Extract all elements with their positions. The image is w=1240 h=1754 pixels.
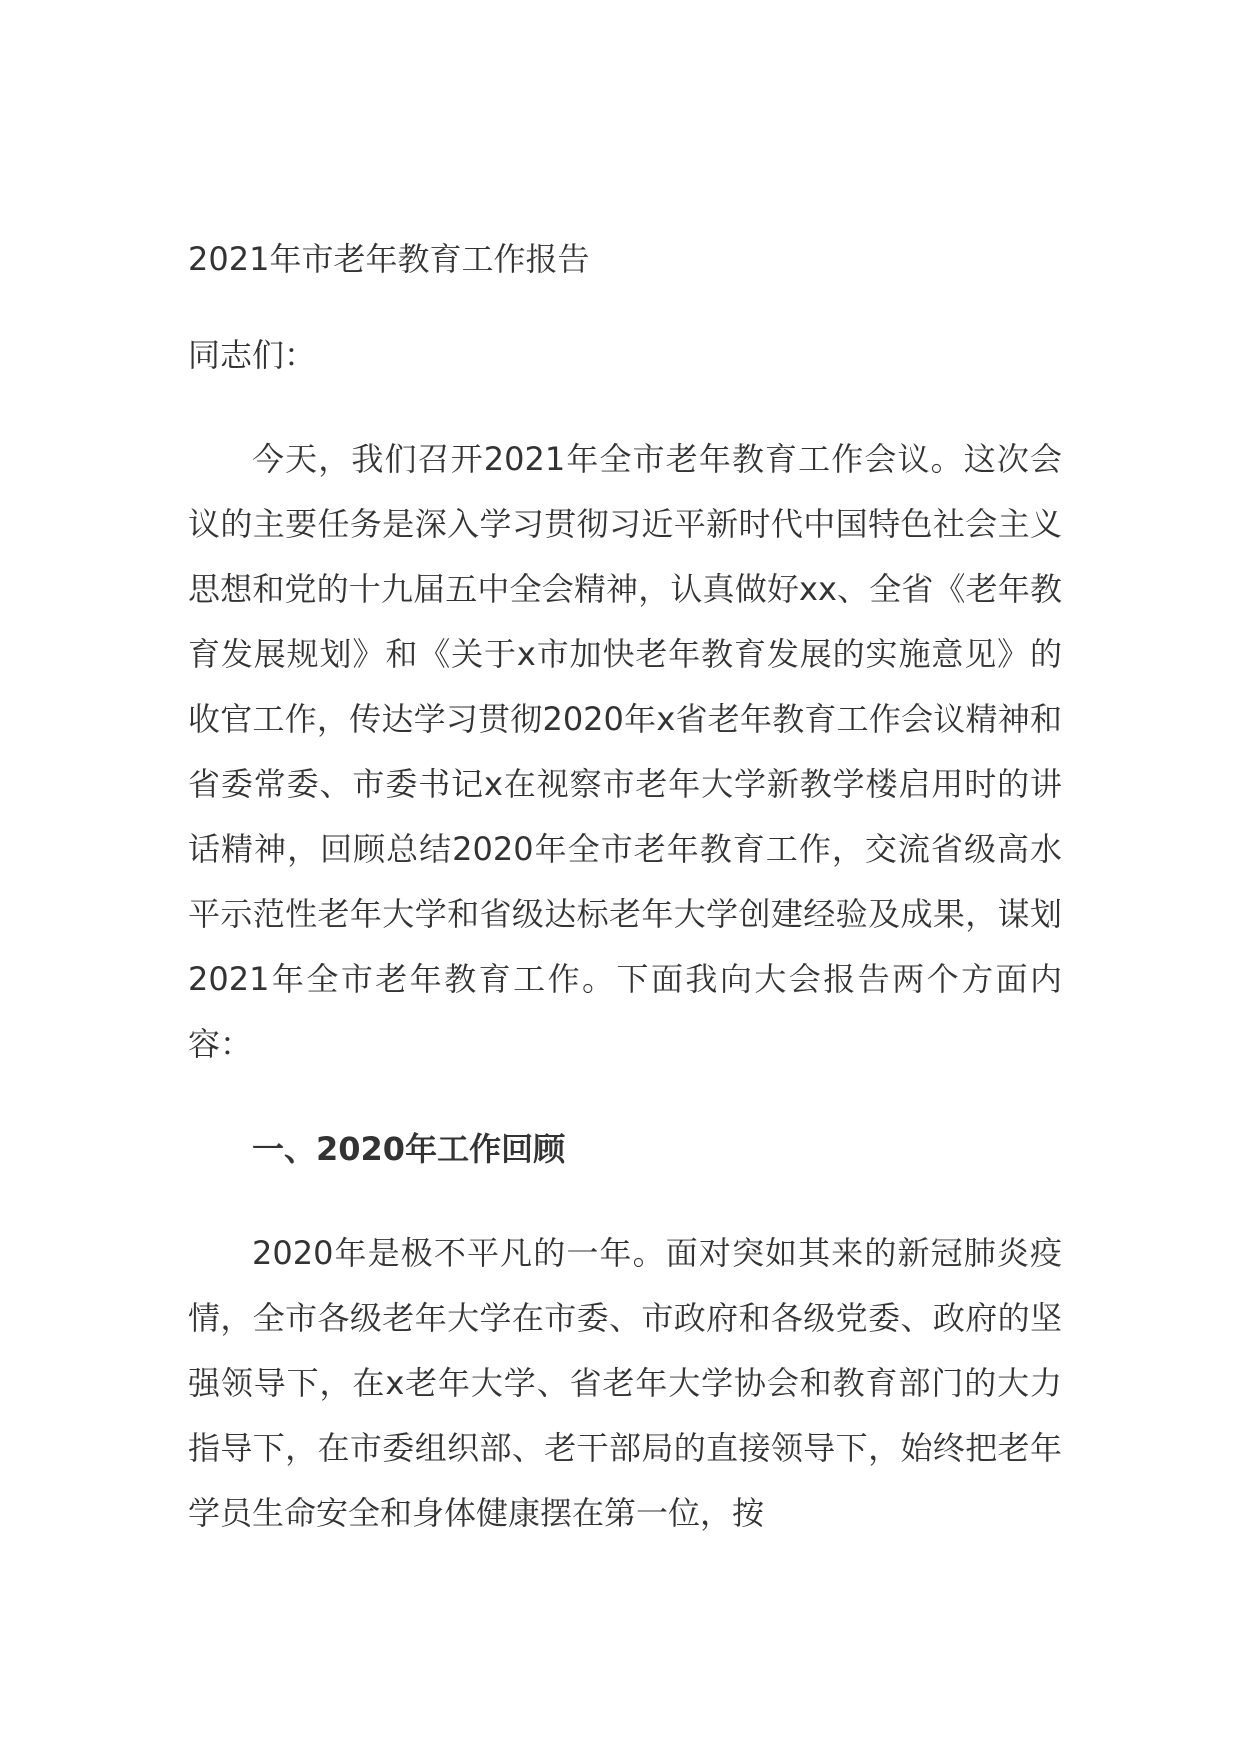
section-paragraph: 2020年是极不平凡的一年。面对突如其来的新冠肺炎疫情，全市各级老年大学在市委、市政府和各级党委、政府的坚强领导下，在x老年大学、省老年大学协会和教育部门的大力指导下，在市委组织部、老干部局的直接领导下，始终把老年学员生命安全和身体健康摆在第一位，按 — [188, 1234, 1062, 1532]
salutation: 同志们： — [188, 336, 317, 374]
document-body — [188, 234, 1062, 1546]
intro-paragraph: 今天，我们召开2021年全市老年教育工作会议。这次会议的主要任务是深入学习贯彻习近平新时代中国特色社会主义思想和党的十九届五中全会精神，认真做好xx、全省《老年教育发展规划》和《关于x市加快老年教育发展的实施意见》的收官工作，传达学习贯彻2020年x省老年教育工作会议精神和省委常委、市委书记x在视察市老年大学新教学楼启用时的讲话精神，回顾总结2020年全市老年教育工作，交流省级高水平示范性老年大学和省级达标老年大学创建经验及成果，谋划2021年全市老年教育工作。下面我向大会报告两个方面内容： — [188, 440, 1062, 1063]
section-heading: 一、2020年工作回顾 — [252, 1130, 566, 1168]
document-title: 2021年市老年教育工作报告 — [188, 240, 590, 278]
